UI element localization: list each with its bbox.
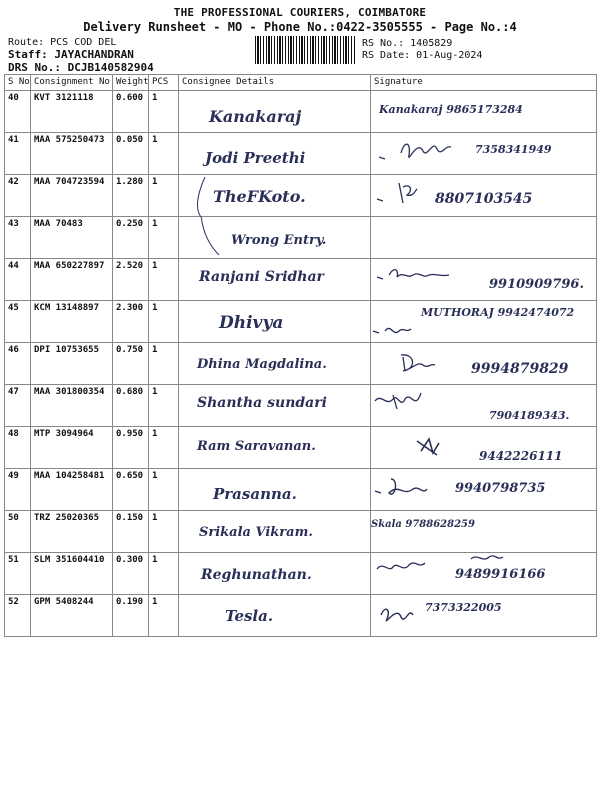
signature-text: MUTHORAJ 9942474072 <box>421 306 575 319</box>
consignment-no: MAA 104258481 <box>31 469 113 511</box>
consignment-no: MAA 70483 <box>31 217 113 259</box>
consignee-name: Kanakaraj <box>209 107 302 126</box>
consignment-no: MAA 704723594 <box>31 175 113 217</box>
table-row <box>5 175 597 217</box>
rs-date: RS Date: 01-Aug-2024 <box>362 50 483 61</box>
pieces: 1 <box>149 595 179 637</box>
signature-text: Kanakaraj 9865173284 <box>379 103 523 116</box>
signature-cell <box>371 553 597 595</box>
serial-no: 43 <box>5 217 31 259</box>
runsheet-table <box>4 74 597 637</box>
col-sno: S No <box>5 75 31 91</box>
table-row <box>5 259 597 301</box>
weight: 0.050 <box>113 133 149 175</box>
consignee-cell <box>179 385 371 427</box>
consignee-name: Reghunathan. <box>201 567 312 583</box>
pieces: 1 <box>149 301 179 343</box>
consignee-name: Dhivya <box>219 313 284 333</box>
consignment-no: MAA 301800354 <box>31 385 113 427</box>
serial-no: 42 <box>5 175 31 217</box>
table-row <box>5 469 597 511</box>
consignee-cell <box>179 469 371 511</box>
serial-no: 40 <box>5 91 31 133</box>
table-row <box>5 553 597 595</box>
signature-cell <box>371 469 597 511</box>
table-row <box>5 343 597 385</box>
consignee-cell <box>179 175 371 217</box>
pieces: 1 <box>149 91 179 133</box>
signature-cell <box>371 385 597 427</box>
signature-cell <box>371 175 597 217</box>
pieces: 1 <box>149 469 179 511</box>
serial-no: 46 <box>5 343 31 385</box>
signature-cell <box>371 511 597 553</box>
signature-text: 9940798735 <box>455 481 546 496</box>
weight: 0.680 <box>113 385 149 427</box>
signature-cell <box>371 343 597 385</box>
consignee-name: Ram Saravanan. <box>197 439 316 454</box>
serial-no: 44 <box>5 259 31 301</box>
consignment-no: GPM 5408244 <box>31 595 113 637</box>
consignee-name: TheFKoto. <box>213 187 306 206</box>
consignee-cell <box>179 217 371 259</box>
pieces: 1 <box>149 427 179 469</box>
pieces: 1 <box>149 259 179 301</box>
consignee-name: Shantha sundari <box>197 395 327 411</box>
route-label: Route: PCS COD DEL <box>8 37 117 48</box>
table-row <box>5 301 597 343</box>
pieces: 1 <box>149 553 179 595</box>
consignee-cell <box>179 427 371 469</box>
signature-text: 7373322005 <box>425 601 502 614</box>
consignee-cell <box>179 343 371 385</box>
table-row <box>5 217 597 259</box>
weight: 0.300 <box>113 553 149 595</box>
consignee-cell <box>179 553 371 595</box>
consignee-cell <box>179 91 371 133</box>
serial-no: 45 <box>5 301 31 343</box>
serial-no: 47 <box>5 385 31 427</box>
table-row <box>5 385 597 427</box>
pieces: 1 <box>149 175 179 217</box>
signature-text: 7358341949 <box>475 143 552 156</box>
serial-no: 52 <box>5 595 31 637</box>
signature-text: 9442226111 <box>479 449 563 463</box>
weight: 2.520 <box>113 259 149 301</box>
consignment-no: SLM 351604410 <box>31 553 113 595</box>
col-consignment: Consignment No <box>31 75 113 91</box>
signature-text: 9489916166 <box>455 567 546 582</box>
serial-no: 50 <box>5 511 31 553</box>
signature-cell <box>371 217 597 259</box>
signature-cell <box>371 301 597 343</box>
consignee-name: Prasanna. <box>213 485 297 503</box>
serial-no: 49 <box>5 469 31 511</box>
col-weight: Weight <box>113 75 149 91</box>
signature-cell <box>371 259 597 301</box>
consignee-name: Jodi Preethi <box>205 149 306 167</box>
signature-cell <box>371 91 597 133</box>
consignee-cell <box>179 133 371 175</box>
barcode <box>255 36 355 64</box>
signature-text: 9910909796. <box>489 277 584 292</box>
pieces: 1 <box>149 385 179 427</box>
consignment-no: DPI 10753655 <box>31 343 113 385</box>
consignee-name: Wrong Entry. <box>231 233 327 248</box>
pieces: 1 <box>149 343 179 385</box>
table-row <box>5 91 597 133</box>
consignment-no: MAA 575250473 <box>31 133 113 175</box>
weight: 0.250 <box>113 217 149 259</box>
signature-cell <box>371 595 597 637</box>
table-row <box>5 511 597 553</box>
consignee-cell <box>179 511 371 553</box>
table-row <box>5 133 597 175</box>
table-row <box>5 427 597 469</box>
signature-text: 8807103545 <box>435 191 533 207</box>
weight: 0.600 <box>113 91 149 133</box>
consignment-no: TRZ 25020365 <box>31 511 113 553</box>
rs-number: RS No.: 1405829 <box>362 38 453 49</box>
col-signature: Signature <box>371 75 597 91</box>
consignee-cell <box>179 259 371 301</box>
drs-number: DRS No.: DCJB140582904 <box>8 61 154 74</box>
staff-label: Staff: JAYACHANDRAN <box>8 48 134 61</box>
pieces: 1 <box>149 133 179 175</box>
weight: 0.650 <box>113 469 149 511</box>
consignee-cell <box>179 301 371 343</box>
pieces: 1 <box>149 511 179 553</box>
weight: 0.190 <box>113 595 149 637</box>
signature-text: 9994879829 <box>471 361 569 377</box>
signature-cell <box>371 133 597 175</box>
consignment-no: KVT 3121118 <box>31 91 113 133</box>
serial-no: 48 <box>5 427 31 469</box>
serial-no: 41 <box>5 133 31 175</box>
signature-text: Skala 9788628259 <box>371 519 475 530</box>
consignee-cell <box>179 595 371 637</box>
consignment-no: MTP 3094964 <box>31 427 113 469</box>
serial-no: 51 <box>5 553 31 595</box>
col-consignee: Consignee Details <box>179 75 371 91</box>
runsheet-subtitle: Delivery Runsheet - MO - Phone No.:0422-3505555 - Page No.:4 <box>83 20 517 34</box>
signature-text: 7904189343. <box>489 409 570 422</box>
weight: 1.280 <box>113 175 149 217</box>
weight: 0.750 <box>113 343 149 385</box>
weight: 2.300 <box>113 301 149 343</box>
consignment-no: MAA 650227897 <box>31 259 113 301</box>
col-pcs: PCS <box>149 75 179 91</box>
weight: 0.150 <box>113 511 149 553</box>
consignee-name: Ranjani Sridhar <box>199 269 324 285</box>
weight: 0.950 <box>113 427 149 469</box>
signature-cell <box>371 427 597 469</box>
consignee-name: Srikala Vikram. <box>199 525 313 540</box>
consignee-name: Tesla. <box>225 607 274 625</box>
pieces: 1 <box>149 217 179 259</box>
table-header-row <box>5 75 597 91</box>
consignee-name: Dhina Magdalina. <box>197 357 327 372</box>
table-row <box>5 595 597 637</box>
consignment-no: KCM 13148897 <box>31 301 113 343</box>
runsheet-title: THE PROFESSIONAL COURIERS, COIMBATORE <box>173 6 427 19</box>
